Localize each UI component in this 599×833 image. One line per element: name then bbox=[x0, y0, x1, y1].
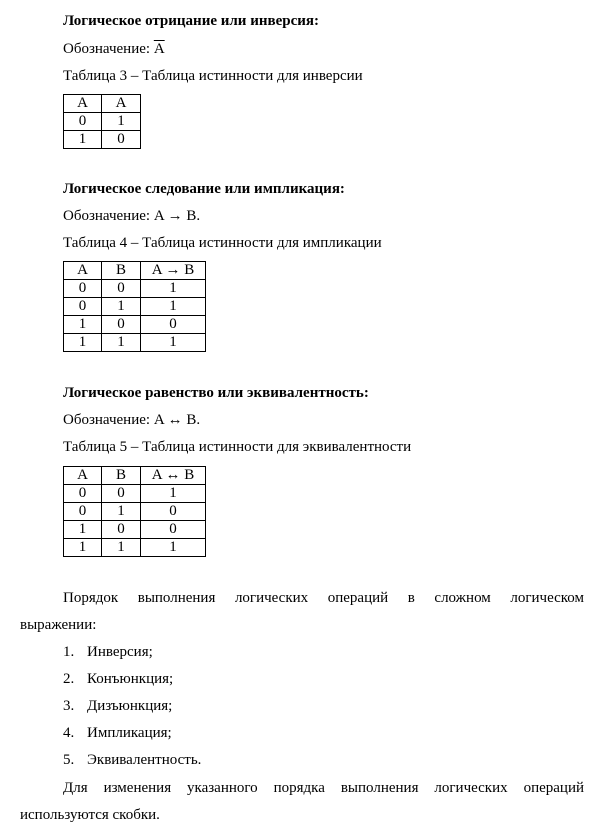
table-cell: 1 bbox=[102, 334, 141, 352]
table-cell: 0 bbox=[102, 485, 141, 503]
table-row bbox=[64, 113, 141, 131]
table-cell: 1 bbox=[102, 298, 141, 316]
order-list-item bbox=[63, 670, 173, 688]
table-row bbox=[64, 521, 206, 539]
header-cell: A ↔ B bbox=[141, 467, 206, 485]
order-list-item bbox=[63, 697, 172, 715]
table-cell: 1 bbox=[64, 131, 102, 149]
header-cell: A bbox=[64, 262, 102, 280]
table-row bbox=[64, 503, 206, 521]
order-paragraph-line2: выражении: bbox=[20, 617, 97, 633]
table-cell: 1 bbox=[64, 539, 102, 557]
table-cell: 0 bbox=[102, 280, 141, 298]
list-number: 4. bbox=[63, 725, 75, 741]
list-text: Инверсия; bbox=[87, 644, 153, 660]
implication-heading: Логическое следование или импликация: bbox=[63, 181, 345, 197]
notation-label: Обозначение: bbox=[63, 412, 154, 428]
table-cell: 1 bbox=[141, 539, 206, 557]
list-text: Эквивалентность. bbox=[87, 752, 202, 768]
table-row bbox=[64, 280, 206, 298]
order-list-item bbox=[63, 724, 172, 742]
notation-label: Обозначение: bbox=[63, 41, 154, 57]
table-cell: 1 bbox=[64, 316, 102, 334]
table-cell: 1 bbox=[64, 521, 102, 539]
equivalence-caption: Таблица 5 – Таблица истинности для эквивалентности bbox=[63, 439, 412, 455]
order-list-item bbox=[63, 751, 201, 769]
table-cell: 1 bbox=[102, 503, 141, 521]
table-cell: 1 bbox=[141, 298, 206, 316]
list-text: Конъюнкция; bbox=[87, 671, 174, 687]
table-cell: 0 bbox=[102, 131, 141, 149]
notation-label: Обозначение: bbox=[63, 208, 154, 224]
inversion-caption: Таблица 3 – Таблица истинности для инверсии bbox=[63, 68, 363, 84]
equivalence-truth-table bbox=[63, 466, 206, 557]
table-header-row bbox=[64, 262, 206, 280]
implication-notation bbox=[63, 207, 200, 225]
header-cell: A bbox=[64, 95, 102, 113]
table-row bbox=[64, 131, 141, 149]
equivalence-heading: Логическое равенство или эквивалентность: bbox=[63, 385, 369, 401]
table-cell: 0 bbox=[64, 280, 102, 298]
table-cell: 1 bbox=[102, 539, 141, 557]
table-cell: 0 bbox=[141, 521, 206, 539]
equivalence-notation bbox=[63, 411, 200, 429]
implication-caption: Таблица 4 – Таблица истинности для импликации bbox=[63, 235, 382, 251]
implication-truth-table bbox=[63, 261, 206, 352]
table-cell: 1 bbox=[102, 113, 141, 131]
inversion-heading: Логическое отрицание или инверсия: bbox=[63, 13, 319, 29]
table-cell: 1 bbox=[141, 485, 206, 503]
header-cell: A bbox=[64, 467, 102, 485]
notation-value: A ↔ B. bbox=[153, 412, 201, 428]
table-row bbox=[64, 485, 206, 503]
table-cell: 0 bbox=[141, 503, 206, 521]
table-cell: 0 bbox=[64, 298, 102, 316]
header-cell: B bbox=[102, 467, 141, 485]
table-header-row bbox=[64, 467, 206, 485]
table-cell: 0 bbox=[64, 485, 102, 503]
table-row bbox=[64, 539, 206, 557]
table-row bbox=[64, 334, 206, 352]
table-cell: 0 bbox=[102, 316, 141, 334]
list-number: 2. bbox=[63, 671, 75, 687]
header-cell: B bbox=[102, 262, 141, 280]
table-header-row bbox=[64, 95, 141, 113]
table-cell: 1 bbox=[141, 280, 206, 298]
list-text: Импликация; bbox=[87, 725, 172, 741]
closing-paragraph-line2: используются скобки. bbox=[20, 807, 160, 823]
table-cell: 0 bbox=[64, 503, 102, 521]
list-number: 5. bbox=[63, 752, 75, 768]
inversion-truth-table bbox=[63, 94, 141, 149]
table-cell: 0 bbox=[141, 316, 206, 334]
inversion-notation bbox=[63, 40, 165, 58]
table-cell: 1 bbox=[64, 334, 102, 352]
order-paragraph-line1: Порядок выполнения логических операций в сложном логическом bbox=[63, 590, 584, 606]
table-row bbox=[64, 298, 206, 316]
table-row bbox=[64, 316, 206, 334]
list-number: 1. bbox=[63, 644, 75, 660]
table-cell: 1 bbox=[141, 334, 206, 352]
table-cell: 0 bbox=[102, 521, 141, 539]
order-list-item bbox=[63, 643, 153, 661]
notation-value: $\overline{A}$ bbox=[153, 41, 165, 57]
table-cell: 0 bbox=[64, 113, 102, 131]
header-cell: A → B bbox=[141, 262, 206, 280]
list-number: 3. bbox=[63, 698, 75, 714]
notation-value: A → B. bbox=[153, 208, 201, 224]
header-cell: $\overline{A}$ bbox=[102, 95, 141, 113]
list-text: Дизъюнкция; bbox=[87, 698, 173, 714]
closing-paragraph-line1: Для изменения указанного порядка выполнения логических операций bbox=[63, 780, 584, 796]
